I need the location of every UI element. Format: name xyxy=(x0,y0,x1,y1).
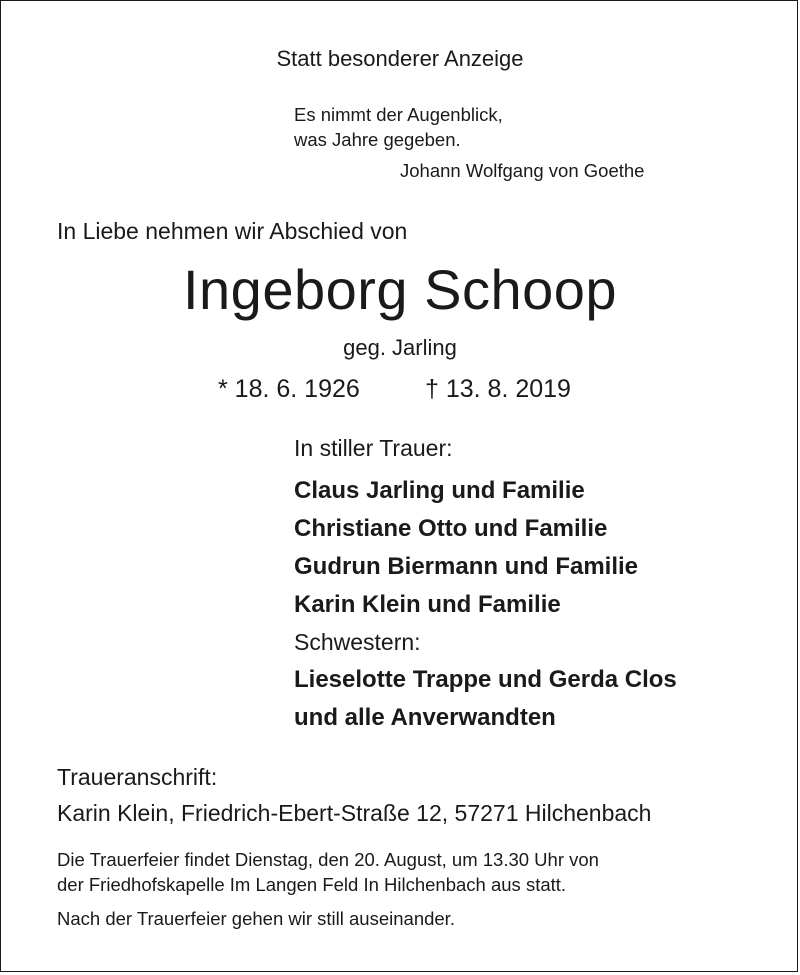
birth-date: * 18. 6. 1926 xyxy=(218,375,360,403)
quote-line-1: Es nimmt der Augenblick, xyxy=(294,104,503,125)
maiden-name: geg. Jarling xyxy=(343,335,457,360)
ceremony-line-2: der Friedhofskapelle Im Langen Feld In Hilchenbach aus statt. xyxy=(57,874,567,895)
header-line: Statt besonderer Anzeige xyxy=(276,46,524,71)
address-text: Karin Klein, Friedrich-Ebert-Straße 12, 57271 Hilchenbach xyxy=(57,800,652,826)
mourner-family: Gudrun Biermann und Familie xyxy=(294,553,639,580)
closing-line: Nach der Trauerfeier gehen wir still auseinander. xyxy=(57,908,455,929)
quote-author: Johann Wolfgang von Goethe xyxy=(400,160,645,181)
mourner-family: Claus Jarling und Familie xyxy=(294,477,585,504)
death-date: † 13. 8. 2019 xyxy=(425,375,571,403)
ceremony-line-1: Die Trauerfeier findet Dienstag, den 20. August, um 13.30 Uhr von xyxy=(57,849,599,870)
sisters-names: Lieselotte Trappe und Gerda Clos xyxy=(294,666,677,693)
mourner-family: Christiane Otto und Familie xyxy=(294,515,608,542)
quote-line-2: was Jahre gegeben. xyxy=(294,129,461,150)
mourners-label: In stiller Trauer: xyxy=(294,435,453,461)
relatives-line: und alle Anverwandten xyxy=(294,704,556,731)
mourner-family: Karin Klein und Familie xyxy=(294,591,561,618)
deceased-name: Ingeborg Schoop xyxy=(182,258,618,321)
address-label: Traueranschrift: xyxy=(57,764,218,790)
intro-text: In Liebe nehmen wir Abschied von xyxy=(57,218,408,244)
sisters-label: Schwestern: xyxy=(294,629,421,655)
